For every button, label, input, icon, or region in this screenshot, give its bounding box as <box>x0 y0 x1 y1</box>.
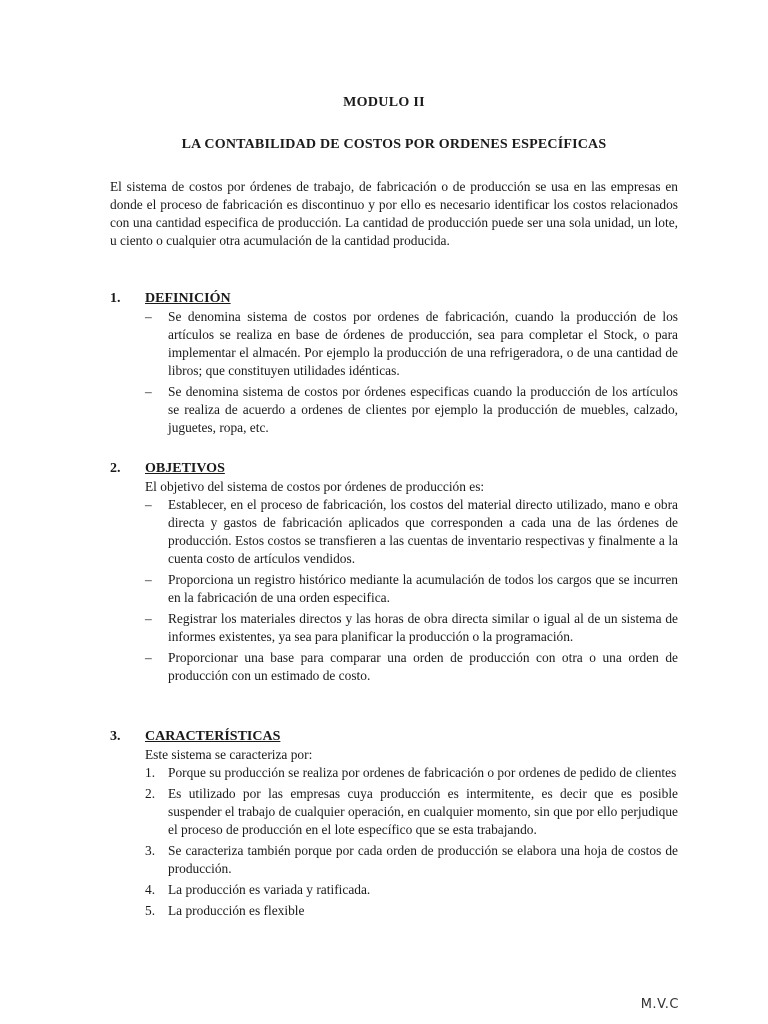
footer-initials: M.V.C <box>640 997 679 1012</box>
document-title: LA CONTABILIDAD DE COSTOS POR ORDENES ESPECÍFICAS <box>181 137 607 152</box>
section-title: OBJETIVOS <box>145 461 225 476</box>
section-number: 3. <box>110 729 121 744</box>
list-item-text: Registrar los materiales directos y las horas de obra directa similar o igual al de un sistema de informes existentes, ya sea para planificar la producción o la programación. <box>168 611 678 644</box>
list-item <box>110 610 678 646</box>
list-item-text: Se denomina sistema de costos por órdenes especificas cuando la producción de los artículos se realiza de acuerdo a ordenes de clientes por ejemplo la producción de muebles, calzado, juguetes, ropa, etc. <box>168 384 678 435</box>
list-item <box>110 496 678 568</box>
list-item-text: Se denomina sistema de costos por ordenes de fabricación, cuando la producción de los artículos se realiza en base de órdenes de producción, sea para completar el Stock, o para implementar el almacén. Por ejemplo la producción de una refrigeradora, o de una cantidad de libros; que constituyen utilidades idénticas. <box>168 309 678 378</box>
section-definicion <box>110 290 678 440</box>
objectives-list <box>110 496 678 685</box>
list-item <box>110 902 678 920</box>
list-number: 1. <box>145 765 156 780</box>
dash-bullet-icon: – <box>145 384 152 399</box>
section-objetivos <box>110 460 678 688</box>
list-item <box>110 764 678 782</box>
intro-paragraph: El sistema de costos por órdenes de trabajo, de fabricación o de producción se usa en las empresas en donde el proceso de fabricación es discontinuo y por ello es necesario identificar los costos relacionados con una cantidad especifica de producción. La cantidad de producción puede ser una sola unidad, un lote, u ciento o cualquier otra acumulación de la cantidad producida. <box>110 179 678 248</box>
list-item-text: Establecer, en el proceso de fabricación, los costos del material directo utilizado, mano e obra directa y gastos de fabricación aplicados que corresponden a cada una de las órdenes de producción. Estos costos se transfieren a las cuentas de inventario respectivas y finalmente a la cuenta costo de artículos vendidos. <box>168 497 678 566</box>
list-number: 5. <box>145 903 156 918</box>
section-lead: El objetivo del sistema de costos por órdenes de producción es: <box>145 479 485 494</box>
list-item-text: La producción es flexible <box>168 903 305 918</box>
list-item-text: Proporcionar una base para comparar una orden de producción con otra o una orden de producción con un estimado de costo. <box>168 650 678 683</box>
list-number: 4. <box>145 882 156 897</box>
list-item <box>110 649 678 685</box>
section-caracteristicas <box>110 728 678 923</box>
list-item <box>110 383 678 437</box>
list-number: 2. <box>145 786 156 801</box>
section-title: DEFINICIÓN <box>145 291 231 306</box>
list-item-text: Proporciona un registro histórico mediante la acumulación de todos los cargos que se incurren en la fabricación de una orden especifica. <box>168 572 678 605</box>
dash-bullet-icon: – <box>145 611 152 626</box>
section-number: 1. <box>110 291 121 306</box>
definition-list <box>110 308 678 437</box>
list-item-text: Se caracteriza también porque por cada orden de producción se elabora una hoja de costos de producción. <box>168 843 678 876</box>
list-item-text: Es utilizado por las empresas cuya producción es intermitente, es decir que es posible suspender el trabajo de cualquier operación, en cualquier momento, sin que por ello perjudique el proceso de producción en el lote específico que se esta trabajando. <box>168 786 678 837</box>
dash-bullet-icon: – <box>145 309 152 324</box>
characteristics-list <box>110 764 678 920</box>
list-item <box>110 571 678 607</box>
section-heading <box>110 728 678 746</box>
dash-bullet-icon: – <box>145 650 152 665</box>
section-title: CARACTERÍSTICAS <box>145 729 281 744</box>
module-title: MODULO II <box>343 95 425 110</box>
list-item <box>110 308 678 380</box>
list-item-text: Porque su producción se realiza por ordenes de fabricación o por ordenes de pedido de clientes <box>168 765 677 780</box>
section-lead: Este sistema se caracteriza por: <box>145 747 313 762</box>
section-heading <box>110 290 678 308</box>
list-number: 3. <box>145 843 156 858</box>
list-item <box>110 881 678 899</box>
list-item <box>110 842 678 878</box>
section-heading <box>110 460 678 478</box>
list-item-text: La producción es variada y ratificada. <box>168 882 371 897</box>
dash-bullet-icon: – <box>145 497 152 512</box>
dash-bullet-icon: – <box>145 572 152 587</box>
list-item <box>110 785 678 839</box>
section-number: 2. <box>110 461 121 476</box>
